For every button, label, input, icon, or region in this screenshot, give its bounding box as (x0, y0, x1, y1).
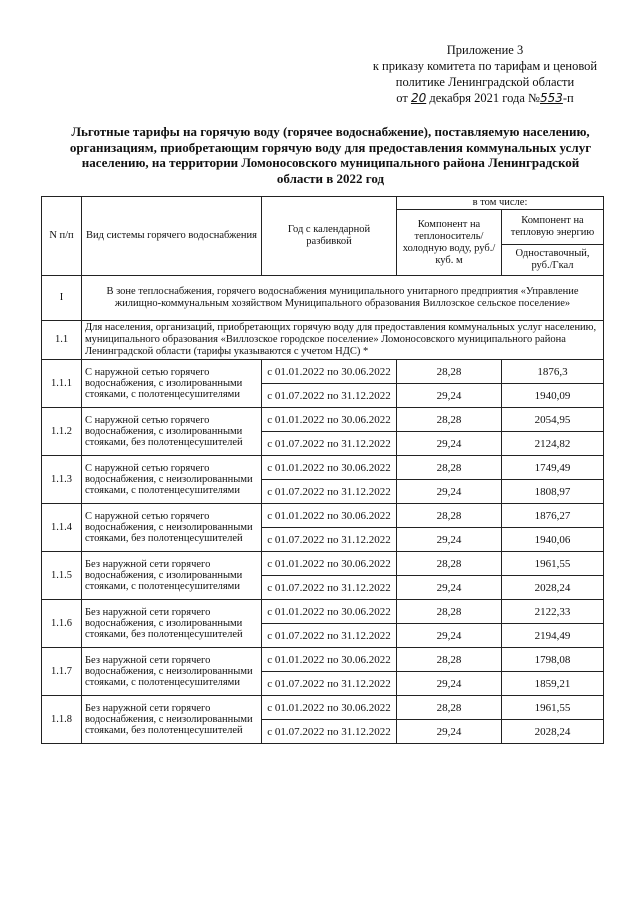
row-coolant: 28,28 (397, 504, 502, 528)
order-suffix: -п (562, 91, 574, 105)
row-energy: 1798,08 (502, 648, 604, 672)
row-coolant: 29,24 (397, 528, 502, 552)
row-system: Без наружной сети горячего водоснабжения, с неизолированными стояками, с полотенцесушителями (82, 648, 262, 696)
row-energy: 1859,21 (502, 672, 604, 696)
row-coolant: 28,28 (397, 408, 502, 432)
header-including: в том числе: (397, 197, 604, 210)
row-coolant: 28,28 (397, 552, 502, 576)
zone-num: I (42, 276, 82, 321)
date-month-year: декабря 2021 года № (429, 91, 540, 105)
row-num: 1.1.3 (42, 456, 82, 504)
row-coolant: 28,28 (397, 600, 502, 624)
row-energy: 1749,49 (502, 456, 604, 480)
row-period: с 01.01.2022 по 30.06.2022 (262, 648, 397, 672)
table-row (42, 600, 604, 624)
zone-text: В зоне теплоснабжения, горячего водоснабжения муниципального унитарного предприятия «Управление жилищно-коммунальным хозяйством Муниципального образования Виллозское сельское поселение» (82, 276, 604, 321)
row-coolant: 29,24 (397, 432, 502, 456)
row-system: С наружной сетью горячего водоснабжения, с неизолированными стояками, без полотенцесушителей (82, 504, 262, 552)
handwritten-number: 553 (539, 91, 563, 105)
row-energy: 2054,95 (502, 408, 604, 432)
row-period: с 01.01.2022 по 30.06.2022 (262, 360, 397, 384)
table-row (42, 504, 604, 528)
row-system: С наружной сетью горячего водоснабжения, с изолированными стояками, без полотенцесушителей (82, 408, 262, 456)
header-coolant: Компонент на теплоноситель/холодную воду, руб./куб. м (397, 210, 502, 276)
row-period: с 01.01.2022 по 30.06.2022 (262, 600, 397, 624)
row-system: С наружной сетью горячего водоснабжения, с изолированными стояками, с полотенцесушителями (82, 360, 262, 408)
row-energy: 1961,55 (502, 696, 604, 720)
row-period: с 01.01.2022 по 30.06.2022 (262, 504, 397, 528)
row-energy: 1876,27 (502, 504, 604, 528)
table-row (42, 360, 604, 384)
row-num: 1.1.5 (42, 552, 82, 600)
row-coolant: 28,28 (397, 696, 502, 720)
row-coolant: 29,24 (397, 672, 502, 696)
row-system: Без наружной сети горячего водоснабжения, с изолированными стояками, с полотенцесушителями (82, 552, 262, 600)
row-energy: 2028,24 (502, 720, 604, 744)
row-system: Без наружной сети горячего водоснабжения, с неизолированными стояками, без полотенцесушителей (82, 696, 262, 744)
row-coolant: 29,24 (397, 576, 502, 600)
row-coolant: 28,28 (397, 456, 502, 480)
row-period: с 01.07.2022 по 31.12.2022 (262, 480, 397, 504)
row-energy: 2028,24 (502, 576, 604, 600)
row-energy: 1940,09 (502, 384, 604, 408)
table-row (42, 696, 604, 720)
handwritten-day: 20 (410, 91, 427, 105)
row-coolant: 28,28 (397, 360, 502, 384)
appendix-line-3: политике Ленинградской области (395, 75, 575, 89)
document-title: Льготные тарифы на горячую воду (горячее водоснабжение), поставляемую населению, организациям, приобретающим горячую воду для предоставления коммунальных услуг населению, на территории Ломоносовского муниципального района Ленинградской области в 2022 год (69, 124, 592, 186)
row-period: с 01.07.2022 по 31.12.2022 (262, 384, 397, 408)
row-energy: 1961,55 (502, 552, 604, 576)
row-num: 1.1.1 (42, 360, 82, 408)
row-num: 1.1.2 (42, 408, 82, 456)
table-row (42, 552, 604, 576)
row-period: с 01.01.2022 по 30.06.2022 (262, 696, 397, 720)
row-num: 1.1.4 (42, 504, 82, 552)
row-energy: 1876,3 (502, 360, 604, 384)
tariff-table (41, 196, 604, 744)
date-prefix: от (396, 91, 408, 105)
header-period: Год с календарной разбивкой (262, 197, 397, 276)
header-num: N п/п (42, 197, 82, 276)
row-num: 1.1.7 (42, 648, 82, 696)
appendix-title: Приложение 3 (446, 43, 524, 57)
row-period: с 01.07.2022 по 31.12.2022 (262, 720, 397, 744)
row-period: с 01.07.2022 по 31.12.2022 (262, 576, 397, 600)
row-coolant: 29,24 (397, 720, 502, 744)
row-period: с 01.01.2022 по 30.06.2022 (262, 456, 397, 480)
row-coolant: 28,28 (397, 648, 502, 672)
row-coolant: 29,24 (397, 480, 502, 504)
appendix-line-2: к приказу комитета по тарифам и ценовой (372, 59, 598, 73)
row-num: 1.1.8 (42, 696, 82, 744)
group-text: Для населения, организаций, приобретающих горячую воду для предоставления коммунальных услуг населению, муниципального образования «Виллозское городское поселение» Ломоносовского муниципального района Ленинградской области (тарифы указываются с учетом НДС) * (82, 321, 604, 360)
row-period: с 01.01.2022 по 30.06.2022 (262, 552, 397, 576)
header-energy-unit: Одноставочный, руб./Гкал (502, 245, 604, 276)
row-energy: 1940,06 (502, 528, 604, 552)
header-system: Вид системы горячего водоснабжения (82, 197, 262, 276)
row-period: с 01.07.2022 по 31.12.2022 (262, 528, 397, 552)
appendix-block (360, 42, 610, 106)
header-energy: Компонент на тепловую энергию (502, 210, 604, 245)
row-period: с 01.07.2022 по 31.12.2022 (262, 624, 397, 648)
row-coolant: 29,24 (397, 384, 502, 408)
row-energy: 1808,97 (502, 480, 604, 504)
group-num: 1.1 (42, 321, 82, 360)
row-coolant: 29,24 (397, 624, 502, 648)
row-period: с 01.07.2022 по 31.12.2022 (262, 672, 397, 696)
row-energy: 2122,33 (502, 600, 604, 624)
table-row (42, 408, 604, 432)
table-row (42, 456, 604, 480)
row-num: 1.1.6 (42, 600, 82, 648)
table-row (42, 648, 604, 672)
row-energy: 2124,82 (502, 432, 604, 456)
row-energy: 2194,49 (502, 624, 604, 648)
row-period: с 01.07.2022 по 31.12.2022 (262, 432, 397, 456)
appendix-date-line (360, 90, 610, 106)
row-system: С наружной сетью горячего водоснабжения, с неизолированными стояками, с полотенцесушителями (82, 456, 262, 504)
row-period: с 01.01.2022 по 30.06.2022 (262, 408, 397, 432)
row-system: Без наружной сети горячего водоснабжения, с изолированными стояками, без полотенцесушителей (82, 600, 262, 648)
